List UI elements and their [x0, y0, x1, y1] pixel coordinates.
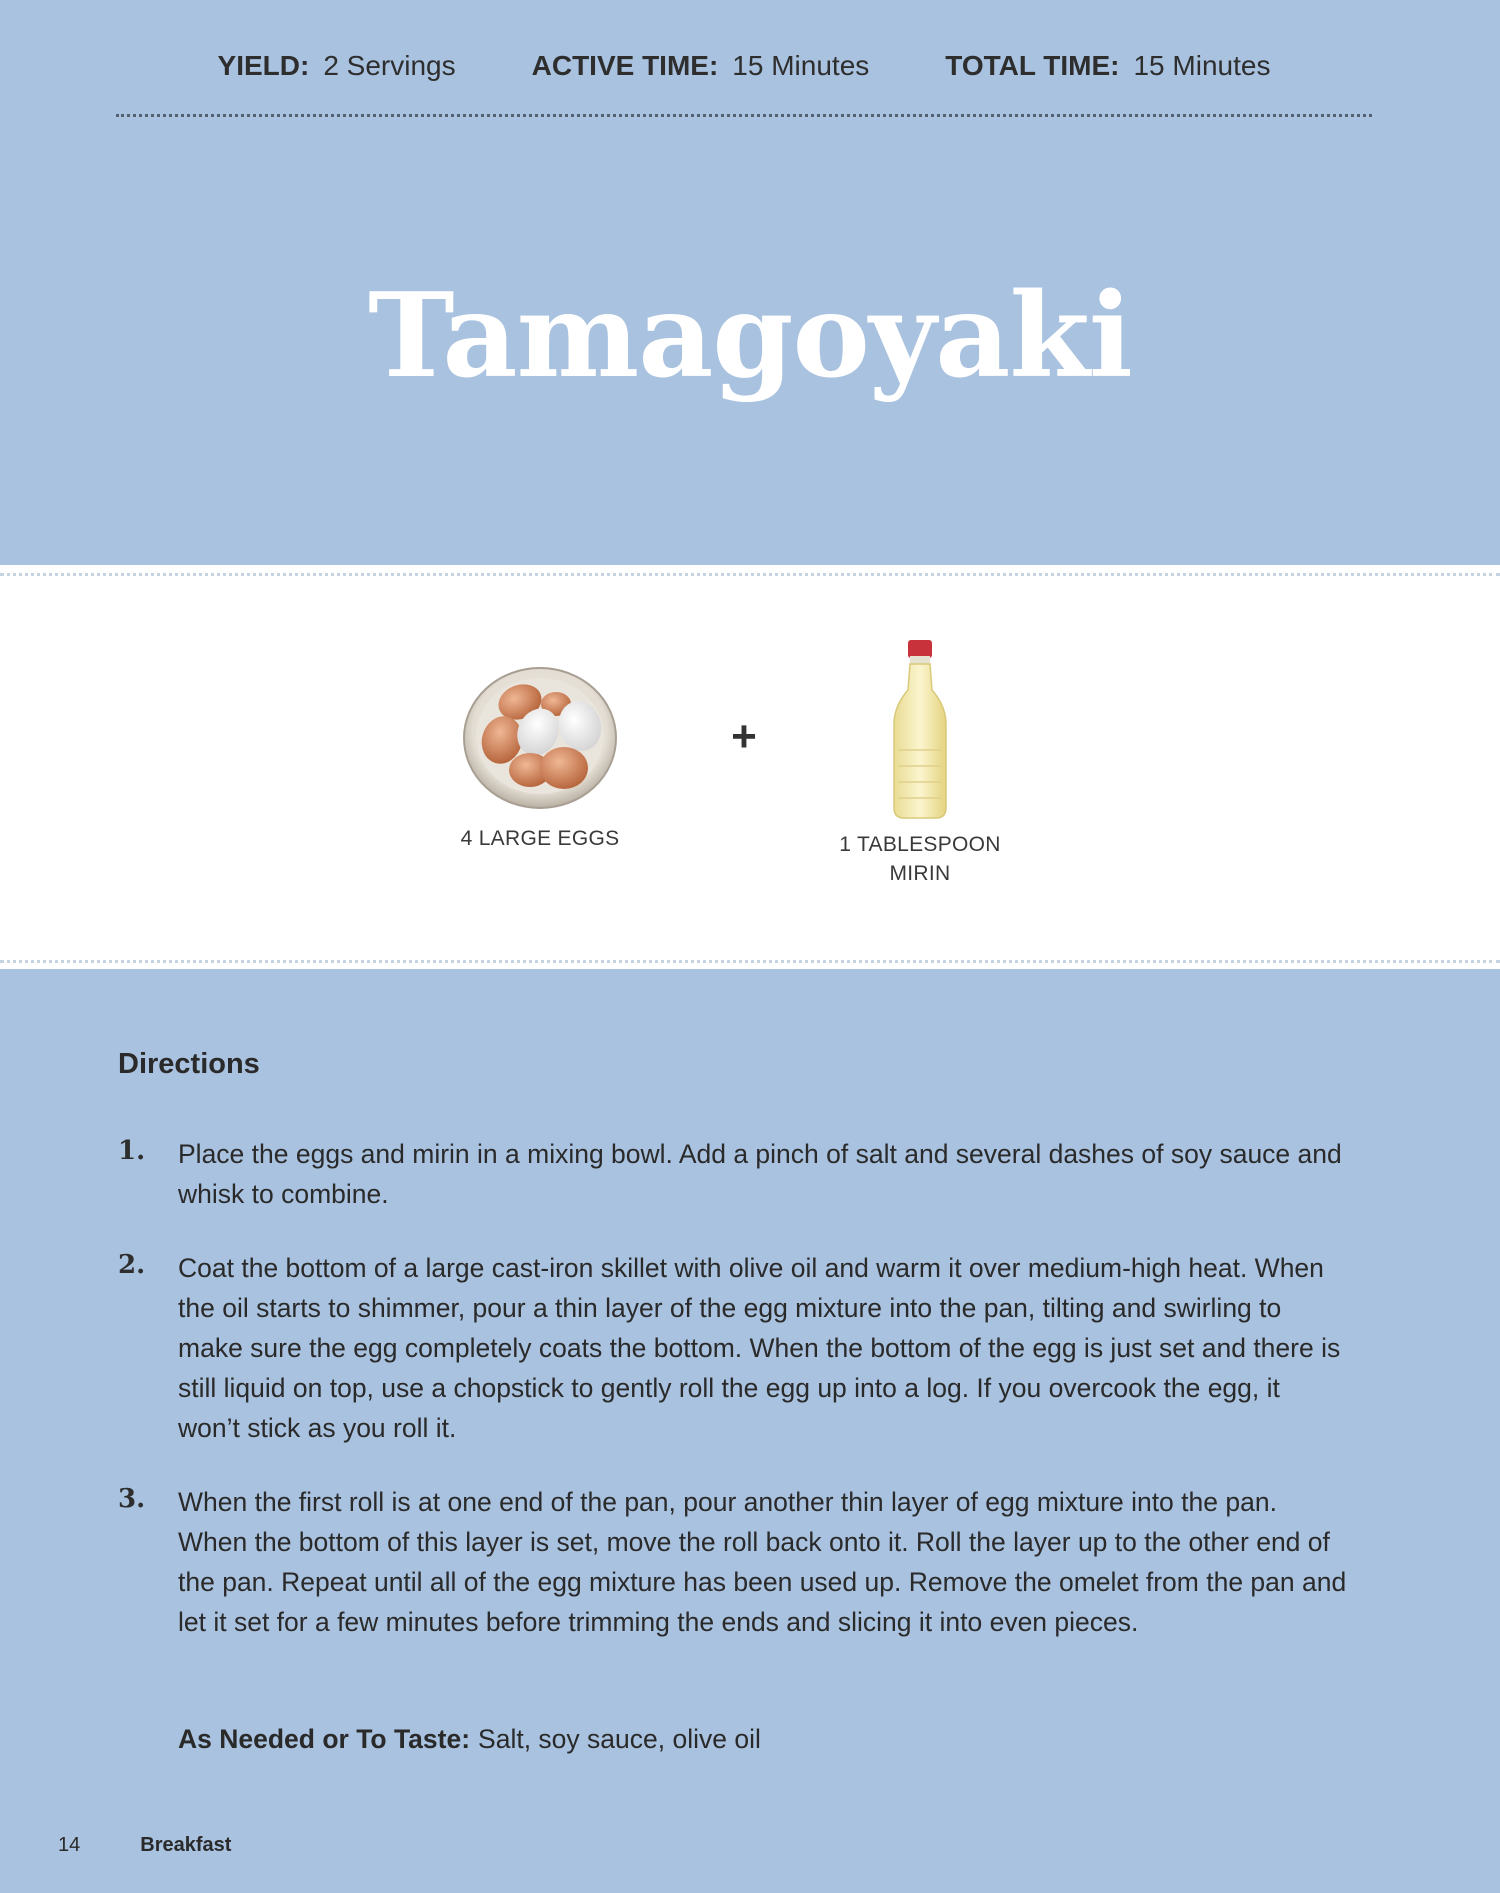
ingredient-mirin [820, 640, 1020, 888]
ingredient-mirin-label: 1 TABLESPOON MIRIN [839, 833, 1001, 885]
total-time [945, 50, 1270, 82]
directions-heading: Directions [118, 1048, 260, 1080]
step-text: Place the eggs and mirin in a mixing bowl. Add a pinch of salt and several dashes of soy sauce and whisk to combine. [178, 1139, 1342, 1209]
yield [218, 50, 456, 82]
directions-steps [118, 1134, 1368, 1676]
plus-sign: + [731, 712, 757, 761]
mirin-bottle-icon [880, 640, 960, 820]
direction-step [118, 1134, 1368, 1214]
meta-divider [116, 114, 1372, 117]
recipe-title: Tamagoyaki [368, 268, 1132, 404]
recipe-meta [116, 50, 1372, 82]
page-footer [58, 1834, 231, 1857]
direction-step [118, 1482, 1368, 1642]
step-number: 3. [118, 1484, 146, 1514]
as-needed-label: As Needed or To Taste: [178, 1724, 471, 1754]
direction-step [118, 1248, 1368, 1448]
step-number: 2. [118, 1250, 146, 1280]
as-needed-value: Salt, soy sauce, olive oil [478, 1724, 761, 1754]
total-time-label: TOTAL TIME: [945, 50, 1120, 81]
page-number: 14 [58, 1834, 81, 1856]
egg-bowl-icon [460, 660, 620, 810]
active-time [532, 50, 870, 82]
yield-value: 2 Servings [323, 50, 456, 81]
step-text: When the first roll is at one end of the pan, pour another thin layer of egg mixture into the pan. When the bottom of this layer is set, move the roll back onto it. Roll the layer up to the other end of the pan. Repeat until all of the egg mixture has been used up. Remove the omelet from the pan and let it set for a few minutes before trimming the ends and slicing it into even pieces. [178, 1487, 1347, 1637]
step-number: 1. [118, 1136, 146, 1166]
active-time-label: ACTIVE TIME: [531, 50, 719, 81]
total-time-value: 15 Minutes [1133, 50, 1271, 81]
section-name: Breakfast [140, 1834, 232, 1856]
ingredient-eggs [440, 660, 640, 853]
step-text: Coat the bottom of a large cast-iron skillet with olive oil and warm it over medium-high heat. When the oil starts to shimmer, pour a thin layer of the egg mixture into the pan, tilting and swirling to make sure the egg completely coats the bottom. When the bottom of the egg is just set and there is still liquid on top, use a chopstick to gently roll the egg up into a log. If you overcook the egg, it won’t stick as you roll it. [178, 1253, 1341, 1443]
ingredient-eggs-label: 4 LARGE EGGS [460, 827, 620, 850]
yield-label: YIELD: [217, 50, 310, 81]
ingredients-band [0, 565, 1500, 969]
as-needed-note [178, 1724, 761, 1755]
active-time-value: 15 Minutes [732, 50, 870, 81]
